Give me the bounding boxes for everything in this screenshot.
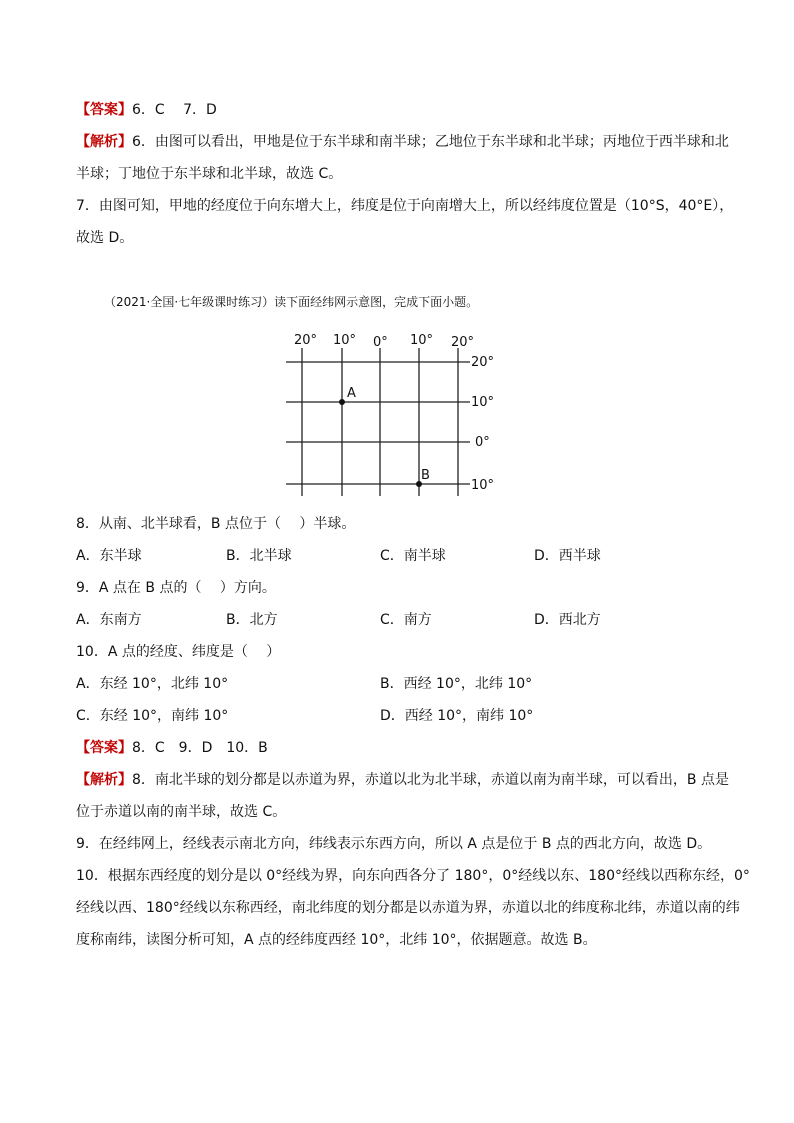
top-label-2: 10° [333,333,357,348]
top-label-5: 20° [451,335,475,350]
analysis2-text: 8．南北半球的划分都是以赤道为界，赤道以北为北半球，赤道以南为南半球，可以看出，B 点是 [132,772,729,788]
question-intro: （2021·全国·七年级课时练习）读下面经纬网示意图，完成下面小题。 [104,295,479,309]
q9-option-a: A．东南方 [76,612,142,628]
answer-text: 6．C 7．D [132,102,217,118]
analysis-line-4: 故选 D。 [76,230,134,246]
question-10-stem: 10．A 点的经度、纬度是（ ） [76,644,281,660]
analysis2-line-6: 度称南纬，读图分析可知，A 点的经纬度西经 10°，北纬 10°，依据题意。故选 B。 [76,932,597,948]
point-b-label: B [421,468,430,483]
analysis2-line-4: 10．根据东西经度的划分是以 0°经线为界，向东向西各分了 180°，0°经线以东、180°经线以西称东经，0° [76,868,750,884]
analysis-line-1 [76,132,736,152]
q8-option-c: C．南半球 [380,548,446,564]
q8-option-d: D．西半球 [534,548,601,564]
q10-option-b: B．西经 10°，北纬 10° [380,676,533,692]
q9-option-d: D．西北方 [534,612,601,628]
top-label-1: 20° [294,333,318,348]
question-8-stem: 8．从南、北半球看，B 点位于（ ）半球。 [76,516,356,532]
q8-option-b: B．北半球 [226,548,292,564]
q10-option-c: C．东经 10°，南纬 10° [76,708,229,724]
answer-tag-2: 【答案】 [76,740,132,756]
analysis2-line-3: 9．在经纬网上，经线表示南北方向，纬线表示东西方向，所以 A 点是位于 B 点的西北方向，故选 D。 [76,836,712,852]
answer-line-2 [76,738,736,758]
point-a-label: A [347,386,356,401]
right-label-2: 10° [471,395,495,410]
answer-line-1 [76,100,736,120]
q10-option-a: A．东经 10°，北纬 10° [76,676,229,692]
top-label-3: 0° [373,335,388,350]
right-label-4: 10° [471,478,495,493]
analysis-line-3: 7．由图可知，甲地的经度位于向东增大上，纬度是位于向南增大上，所以经纬度位置是（10°S，40°E）， [76,198,734,214]
q10-option-d: D．西经 10°，南纬 10° [380,708,534,724]
right-label-3: 0° [475,435,490,450]
analysis-tag: 【解析】 [76,134,132,150]
analysis2-line-2: 位于赤道以南的南半球，故选 C。 [76,804,287,820]
analysis2-line-1 [76,770,736,790]
analysis-text: 6．由图可以看出，甲地是位于东半球和南半球；乙地位于东半球和北半球；丙地位于西半球和北 [132,134,729,150]
top-label-4: 10° [410,333,434,348]
analysis-line-2: 半球；丁地位于东半球和北半球，故选 C。 [76,166,343,182]
q8-option-a: A．东半球 [76,548,142,564]
answer-tag: 【答案】 [76,102,132,118]
lat-long-grid-diagram [270,328,500,500]
analysis-tag-2: 【解析】 [76,772,132,788]
point-a-dot [339,399,345,405]
analysis2-line-5: 经线以西、180°经线以东称西经，南北纬度的划分都是以赤道为界，赤道以北的纬度称北纬，赤道以南的纬 [76,900,740,916]
q9-option-c: C．南方 [380,612,432,628]
answer-text-2: 8．C 9．D 10．B [132,740,268,756]
q9-option-b: B．北方 [226,612,278,628]
question-9-stem: 9．A 点在 B 点的（ ）方向。 [76,580,276,596]
right-label-1: 20° [471,355,495,370]
